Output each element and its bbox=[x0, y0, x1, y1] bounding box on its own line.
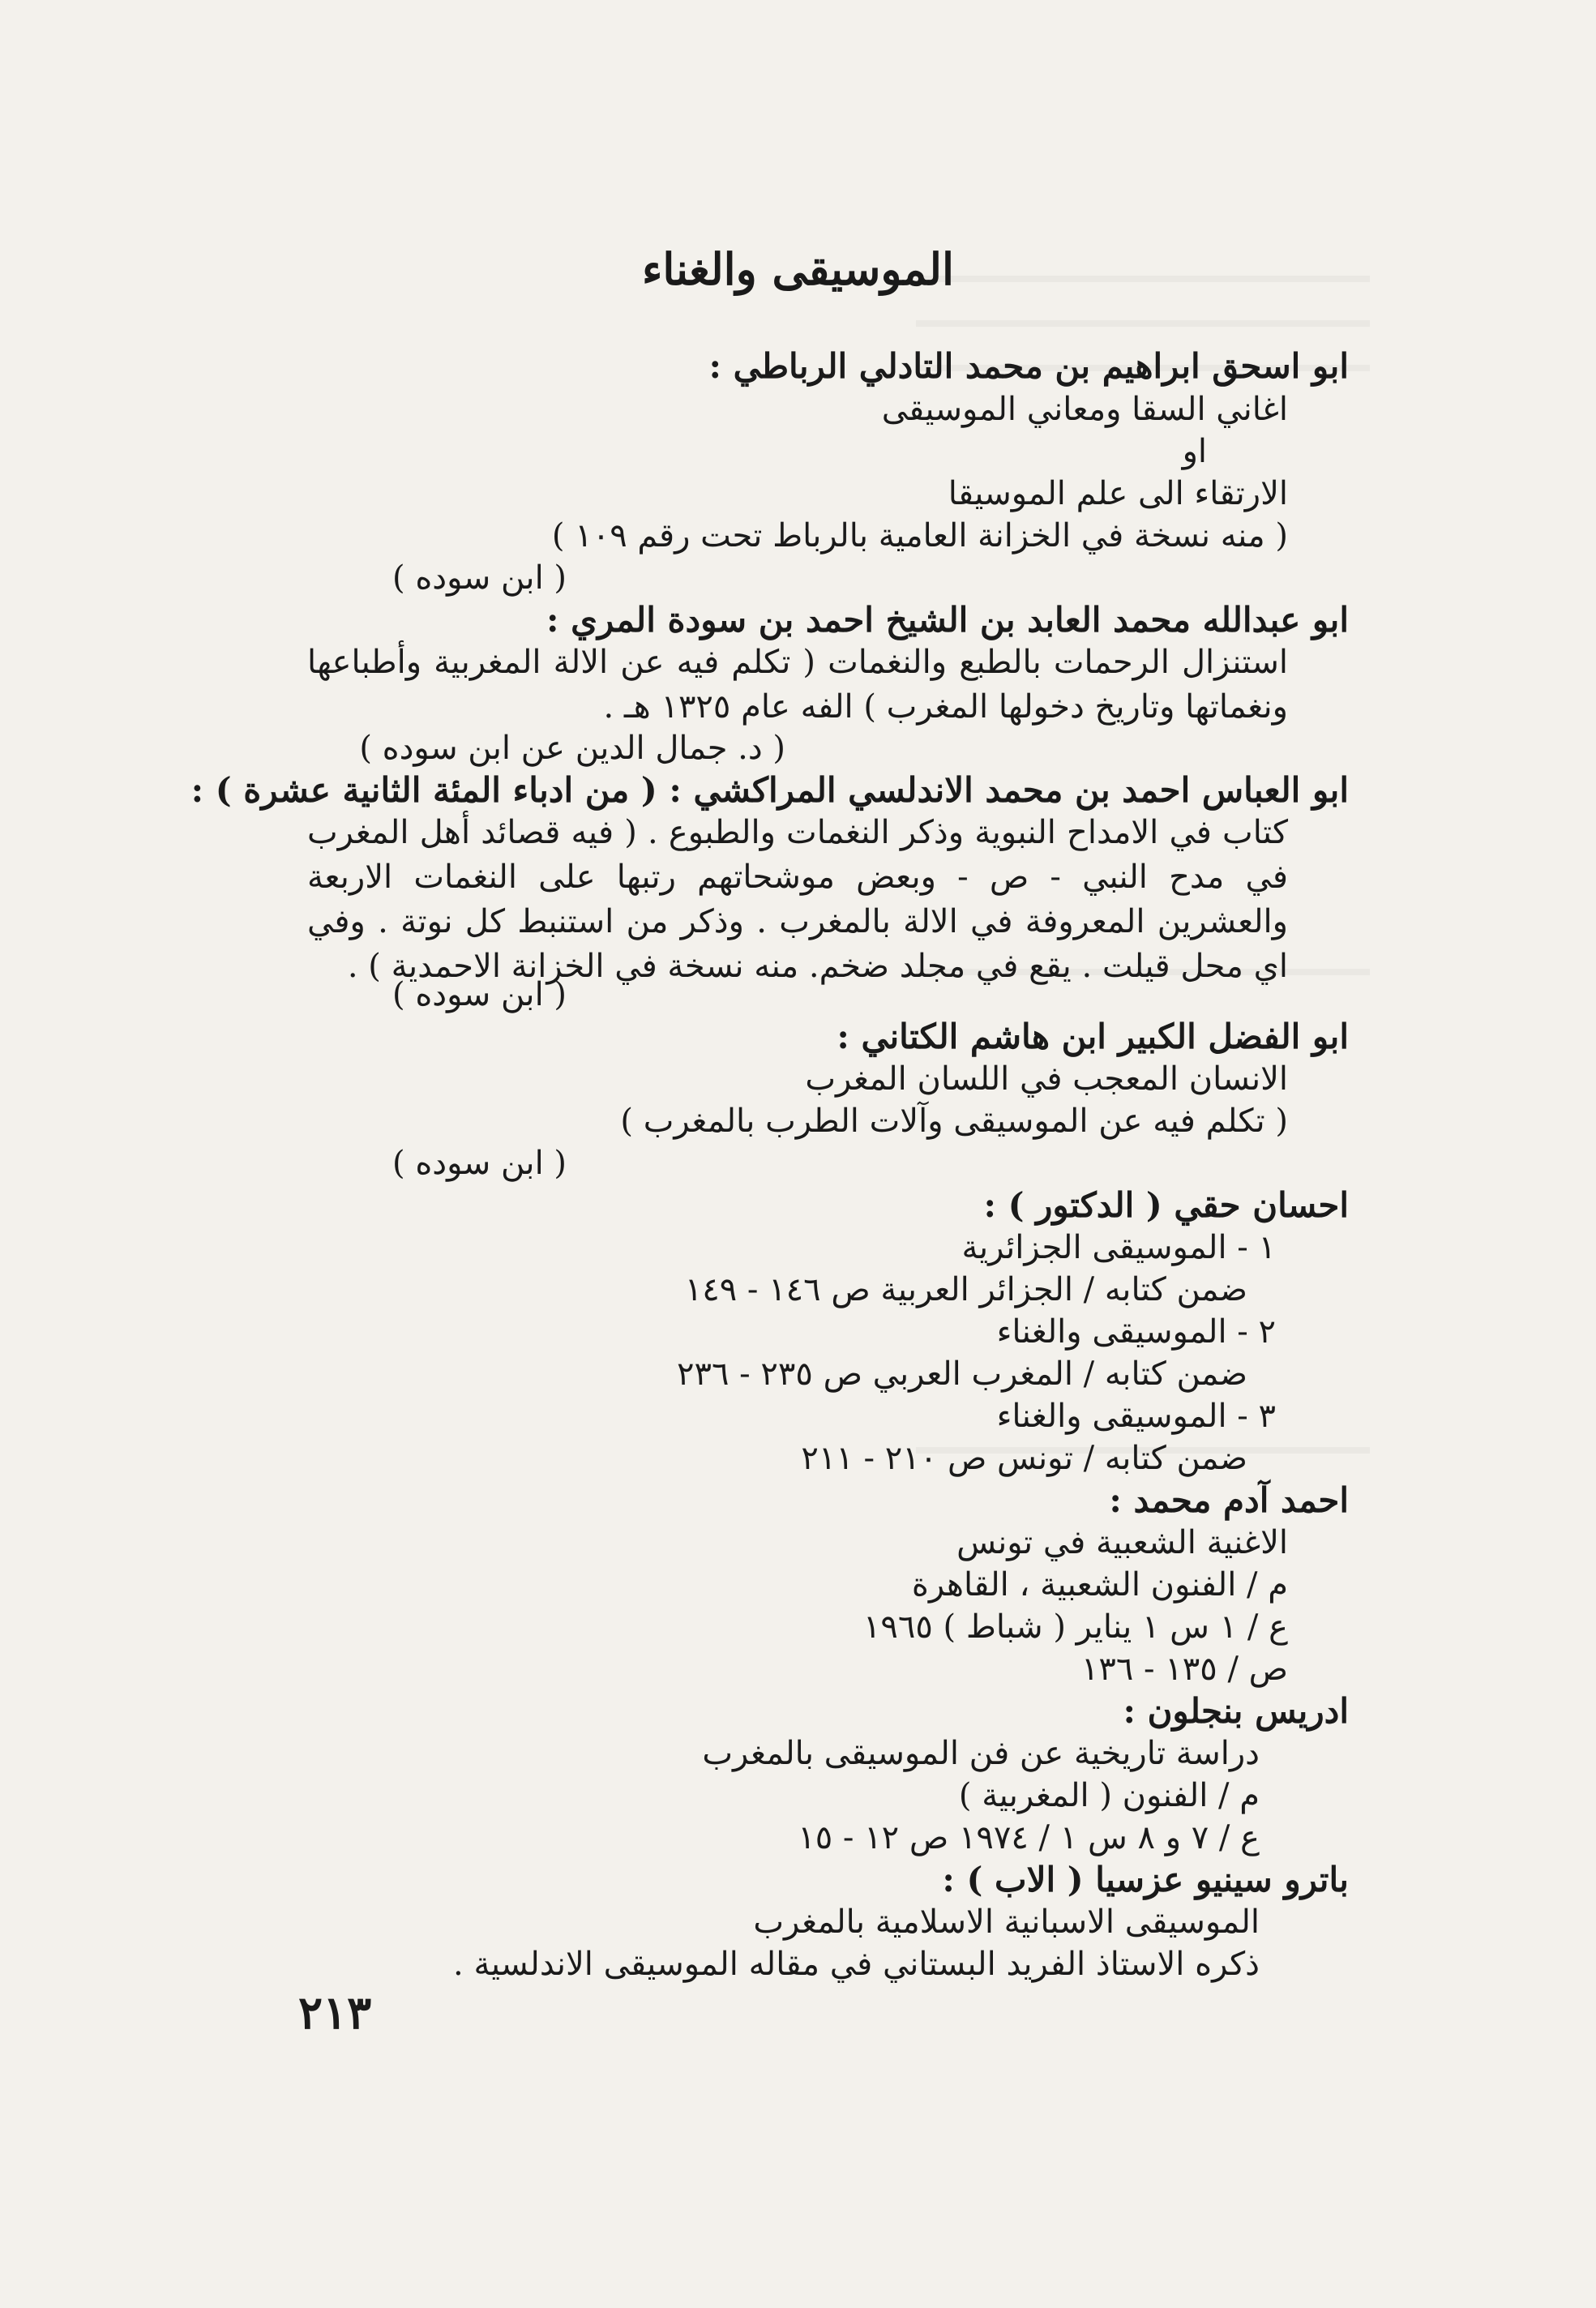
entry-title: دراسة تاريخية عن فن الموسيقى بالمغرب bbox=[702, 1735, 1260, 1772]
list-item-title: ١ - الموسيقى الجزائرية bbox=[961, 1229, 1276, 1266]
entry-source: ( ابن سوده ) bbox=[392, 1145, 567, 1182]
entry-note: ذكره الاستاذ الفريد البستاني في مقاله الموسيقى الاندلسية . bbox=[453, 1946, 1260, 1983]
page-number: ٢١٣ bbox=[298, 1986, 372, 2040]
entry-source: ( ابن سوده ) bbox=[392, 976, 567, 1013]
entry-author: ابو عبدالله محمد العابد بن الشيخ احمد بن سودة المري : bbox=[546, 600, 1349, 640]
entry-note: ( تكلم فيه عن الموسيقى وآلات الطرب بالمغرب ) bbox=[620, 1103, 1288, 1140]
list-item-title: ٣ - الموسيقى والغناء bbox=[996, 1398, 1276, 1435]
list-item-ref: ضمن كتابه / الجزائر العربية ص ١٤٦ - ١٤٩ bbox=[684, 1271, 1247, 1308]
entry-author: ادريس بنجلون : bbox=[1123, 1691, 1349, 1731]
entry-publication: م / الفنون الشعبية ، القاهرة bbox=[911, 1566, 1288, 1604]
entry-author: ابو العباس احمد بن محمد الاندلسي المراكشي : ( من ادباء المئة الثانية عشرة ) : bbox=[190, 770, 1349, 810]
list-item-title: ٢ - الموسيقى والغناء bbox=[996, 1313, 1276, 1351]
entry-author: احسان حقي ( الدكتور ) : bbox=[983, 1185, 1349, 1225]
entry-author: احمد آدم محمد : bbox=[1109, 1480, 1349, 1520]
entry-source: ( د. جمال الدين عن ابن سوده ) bbox=[359, 730, 785, 767]
entry-author: ابو اسحق ابراهيم بن محمد التادلي الرباطي : bbox=[708, 346, 1349, 386]
entry-title: الانسان المعجب في اللسان المغرب bbox=[805, 1060, 1288, 1098]
entry-paragraph: استنزال الرحمات بالطبع والنغمات ( تكلم فيه عن الالة المغربية وأطباعها ونغماتها وتاريخ دخولها المغرب ) الفه عام ١٣٢٥ هـ . bbox=[307, 644, 1288, 726]
entry-issue: ع / ١ س ١ يناير ( شباط ) ١٩٦٥ bbox=[862, 1608, 1288, 1646]
entry-title: الاغنية الشعبية في تونس bbox=[956, 1524, 1288, 1561]
entry-title: الموسيقى الاسبانية الاسلامية بالمغرب bbox=[753, 1903, 1260, 1941]
entry-author: ابو الفضل الكبير ابن هاشم الكتاني : bbox=[837, 1017, 1349, 1056]
page-title: الموسيقى والغناء bbox=[642, 243, 954, 295]
entry-publication: م / الفنون ( المغربية ) bbox=[958, 1777, 1260, 1814]
entry-line: او bbox=[1182, 433, 1207, 470]
entry-pages: ص / ١٣٥ - ١٣٦ bbox=[1080, 1651, 1288, 1688]
entry-paragraph: كتاب في الامداح النبوية وذكر النغمات والطبوع . ( فيه قصائد أهل المغرب في مدح النبي - ص - وبعض موشحاتهم رتبها على النغمات الاربعة والعشرين المعروفة في الالة بالمغرب . وذكر من استنبط كل نوتة . وفي اي محل قيلت . يقع في مجلد ضخم. منه نسخة في الخزانة الاحمدية ) . bbox=[307, 814, 1288, 985]
list-item-ref: ضمن كتابه / تونس ص ٢١٠ - ٢١١ bbox=[801, 1440, 1247, 1477]
entry-note: ( منه نسخة في الخزانة العامية بالرباط تحت رقم ١٠٩ ) bbox=[551, 517, 1288, 555]
entry-author: باترو سينيو عزسيا ( الاب ) : bbox=[942, 1860, 1349, 1899]
entry-title: الارتقاء الى علم الموسيقا bbox=[948, 475, 1288, 512]
list-item-ref: ضمن كتابه / المغرب العربي ص ٢٣٥ - ٢٣٦ bbox=[677, 1355, 1247, 1393]
entry-issue: ع / ٧ و ٨ س ١ / ١٩٧٤ ص ١٢ - ١٥ bbox=[798, 1819, 1260, 1856]
entry-source: ( ابن سوده ) bbox=[392, 559, 567, 597]
entry-title: اغاني السقا ومعاني الموسيقى bbox=[881, 391, 1288, 428]
